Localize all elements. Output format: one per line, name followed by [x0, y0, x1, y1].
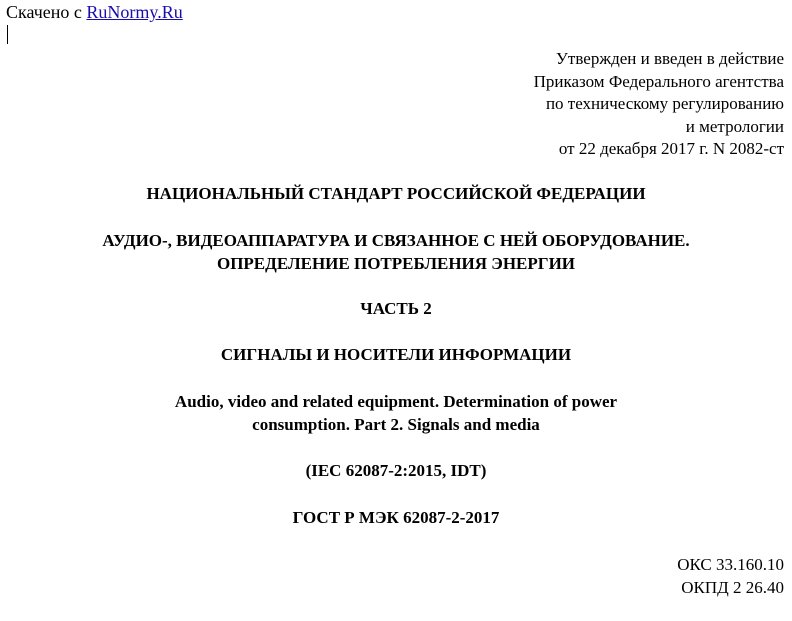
approval-line: Приказом Федерального агентства	[533, 71, 784, 91]
title-line: АУДИО-, ВИДЕОАППАРАТУРА И СВЯЗАННОЕ С НЕЙ ОБОРУДОВАНИЕ.	[102, 231, 690, 250]
classification-codes	[677, 554, 784, 599]
approval-line: от 22 декабря 2017 г. N 2082-ст	[558, 139, 784, 158]
approval-block	[534, 48, 784, 161]
text-cursor	[7, 25, 8, 44]
subtitle: СИГНАЛЫ И НОСИТЕЛИ ИНФОРМАЦИИ	[220, 345, 572, 364]
designation: ГОСТ Р МЭК 62087-2-2017	[292, 508, 500, 527]
standard-type-heading	[0, 183, 792, 206]
document-title	[0, 230, 792, 275]
oks-code: ОКС 33.160.10	[677, 555, 784, 574]
source-prefix: Скачено с	[6, 2, 87, 22]
approval-line: и метрологии	[685, 116, 784, 136]
source-line	[6, 2, 183, 22]
english-title-line: Audio, video and related equipment. Determination of power	[174, 392, 618, 411]
source-link[interactable]: RuNormy.Ru	[86, 2, 183, 22]
okpd-code: ОКПД 2 26.40	[681, 577, 784, 597]
english-title	[0, 391, 792, 436]
iec-reference-heading	[0, 460, 792, 483]
english-title-line: consumption. Part 2. Signals and media	[252, 414, 540, 434]
approval-line: Утвержден и введен в действие	[555, 49, 784, 68]
subtitle-heading	[0, 344, 792, 367]
designation-heading	[0, 507, 792, 530]
standard-type: НАЦИОНАЛЬНЫЙ СТАНДАРТ РОССИЙСКОЙ ФЕДЕРАЦИИ	[146, 184, 646, 203]
part-heading	[0, 298, 792, 321]
iec-reference: (IEC 62087-2:2015, IDT)	[305, 461, 487, 480]
approval-line: по техническому регулированию	[545, 94, 784, 113]
title-line: ОПРЕДЕЛЕНИЕ ПОТРЕБЛЕНИЯ ЭНЕРГИИ	[216, 253, 576, 273]
part-label: ЧАСТЬ 2	[360, 299, 432, 318]
